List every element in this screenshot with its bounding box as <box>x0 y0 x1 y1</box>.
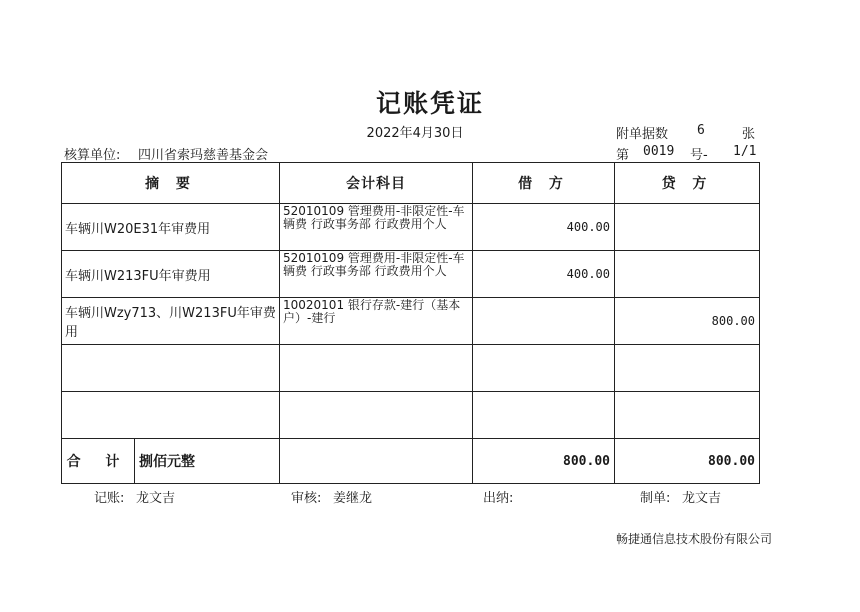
table-header-row <box>62 163 760 204</box>
header-summary: 摘 要 <box>62 163 280 204</box>
footer-company: 畅捷通信息技术股份有限公司 <box>616 532 773 546</box>
table-row <box>62 298 760 345</box>
row-summary: 车辆川W213FU年审费用 <box>62 251 280 298</box>
row-subject-text <box>283 346 469 388</box>
row-debit <box>473 392 615 439</box>
row-subject-text: 52010109 管理费用-非限定性-车辆费 行政事务部 行政费用个人 <box>283 252 465 278</box>
row-summary: 车辆川Wzy713、川W213FU年审费用 <box>62 298 280 345</box>
row-debit <box>473 298 615 345</box>
row-debit <box>473 345 615 392</box>
row-summary <box>62 345 280 392</box>
table-row <box>62 392 760 439</box>
total-subject-cell <box>280 439 473 484</box>
bookkeeper-label: 记账: <box>94 491 125 506</box>
total-label: 合 计 <box>62 439 135 483</box>
attachments-unit: 张 <box>742 127 756 142</box>
row-credit: 800.00 <box>615 298 760 345</box>
row-summary <box>62 392 280 439</box>
header-subject: 会计科目 <box>280 163 473 204</box>
cashier-label: 出纳: <box>483 491 514 506</box>
row-credit <box>615 345 760 392</box>
row-credit <box>615 204 760 251</box>
total-debit: 800.00 <box>473 439 615 484</box>
total-amount-in-words: 捌佰元整 <box>139 454 195 470</box>
voucher-page: 1/1 <box>733 144 757 159</box>
reviewer-label: 审核: <box>291 491 322 506</box>
voucher-number-prefix: 第 <box>616 148 630 163</box>
row-subject-text: 10020101 银行存款-建行（基本户）-建行 <box>283 299 461 325</box>
table-row <box>62 204 760 251</box>
voucher-date: 2022年4月30日 <box>366 126 464 141</box>
row-summary: 车辆川W20E31年审费用 <box>62 204 280 251</box>
table-row <box>62 251 760 298</box>
row-subject <box>280 251 473 298</box>
row-subject <box>280 345 473 392</box>
attachments-label: 附单据数 <box>616 127 669 142</box>
total-row <box>62 439 760 484</box>
header-credit: 贷 方 <box>615 163 760 204</box>
header-debit: 借 方 <box>473 163 615 204</box>
row-subject <box>280 392 473 439</box>
voucher-table <box>61 162 760 484</box>
total-credit: 800.00 <box>615 439 760 484</box>
reviewer-name: 姜继龙 <box>333 491 373 506</box>
row-subject <box>280 298 473 345</box>
preparer-name: 龙文吉 <box>682 491 722 506</box>
total-cell <box>62 439 280 484</box>
voucher-number: 0019 <box>643 144 675 159</box>
row-subject-text <box>283 393 469 435</box>
unit-name: 四川省索玛慈善基金会 <box>138 148 269 163</box>
bookkeeper-name: 龙文吉 <box>136 491 176 506</box>
row-subject-text: 52010109 管理费用-非限定性-车辆费 行政事务部 行政费用个人 <box>283 205 465 231</box>
voucher-title: 记账凭证 <box>375 89 484 118</box>
preparer-label: 制单: <box>640 491 671 506</box>
row-debit: 400.00 <box>473 204 615 251</box>
voucher-number-suffix: 号- <box>690 148 708 163</box>
row-subject <box>280 204 473 251</box>
row-debit: 400.00 <box>473 251 615 298</box>
table-row <box>62 345 760 392</box>
row-credit <box>615 251 760 298</box>
unit-label: 核算单位: <box>64 148 121 163</box>
attachments-count: 6 <box>697 123 705 138</box>
row-credit <box>615 392 760 439</box>
